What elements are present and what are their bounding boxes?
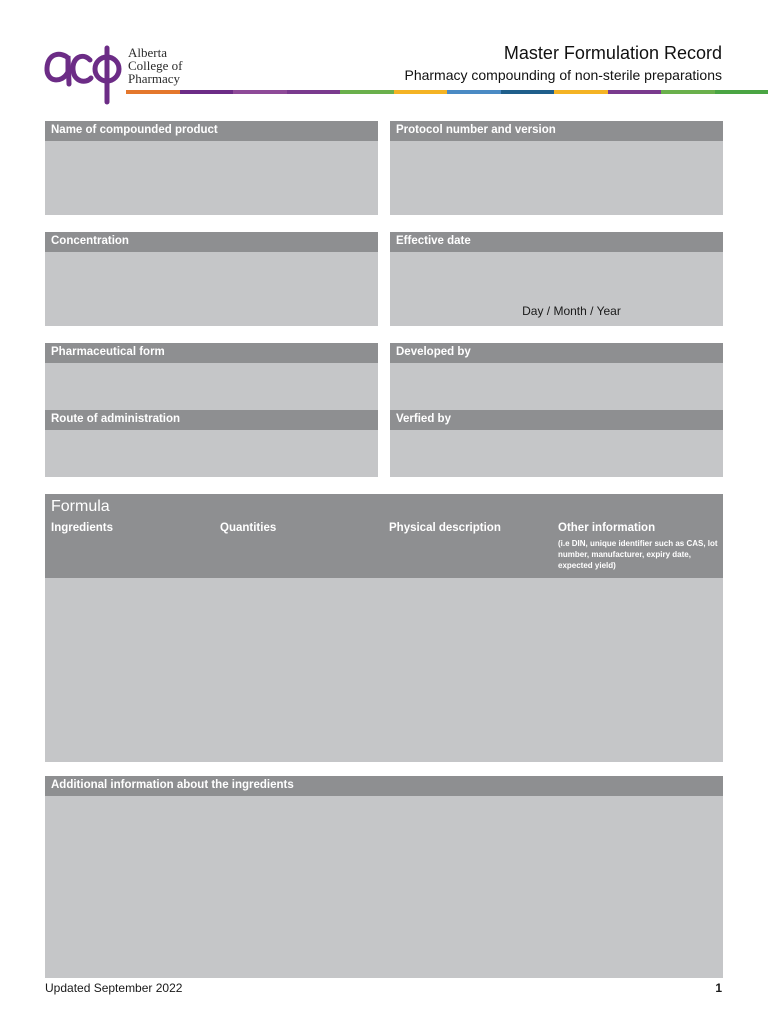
pharmaceutical-form-label: Pharmaceutical form — [45, 343, 378, 363]
brand-color-segment — [180, 90, 234, 94]
column-other-information: Other information — [558, 522, 656, 534]
formula-header — [45, 494, 723, 578]
protocol-field[interactable] — [390, 121, 723, 215]
column-quantities: Quantities — [220, 522, 277, 534]
column-ingredients: Ingredients — [51, 522, 113, 534]
additional-info-label: Additional information about the ingredients — [45, 776, 723, 796]
acp-logo — [44, 40, 204, 108]
brand-color-segment — [501, 90, 555, 94]
brand-color-segment — [394, 90, 448, 94]
other-information-note: (i.e DIN, unique identifier such as CAS, lot number, manufacturer, expiry date, expected yield) — [558, 539, 718, 570]
brand-color-segment — [340, 90, 394, 94]
logo-line-1: Alberta — [128, 45, 167, 60]
route-field[interactable] — [45, 410, 378, 477]
brand-color-segment — [661, 90, 715, 94]
formula-section[interactable] — [45, 494, 723, 762]
logo-line-3: Pharmacy — [128, 71, 180, 86]
date-format-hint: Day / Month / Year — [522, 304, 621, 318]
verified-by-field[interactable] — [390, 410, 723, 477]
concentration-field[interactable] — [45, 232, 378, 326]
footer-updated: Updated September 2022 — [45, 981, 183, 995]
brand-color-segment — [554, 90, 608, 94]
name-of-product-field[interactable] — [45, 121, 378, 215]
brand-color-segment — [233, 90, 287, 94]
developed-by-field[interactable] — [390, 343, 723, 410]
acp-logo-mark — [44, 40, 124, 108]
effective-date-label: Effective date — [390, 232, 723, 252]
developed-by-label: Developed by — [390, 343, 723, 363]
logo-text — [128, 46, 183, 85]
brand-color-segment — [126, 90, 180, 94]
brand-color-bar — [126, 90, 768, 94]
column-physical-description: Physical description — [389, 522, 501, 534]
protocol-label: Protocol number and version — [390, 121, 723, 141]
additional-info-field[interactable] — [45, 776, 723, 978]
page-subtitle: Pharmacy compounding of non-sterile preparations — [404, 67, 722, 83]
page-number: 1 — [715, 981, 722, 995]
verified-by-label: Verfied by — [390, 410, 723, 430]
logo-line-2: College of — [128, 58, 183, 73]
formula-title: Formula — [51, 498, 110, 515]
page-title: Master Formulation Record — [503, 43, 722, 63]
brand-color-segment — [287, 90, 341, 94]
concentration-label: Concentration — [45, 232, 378, 252]
effective-date-field[interactable] — [390, 232, 723, 326]
route-label: Route of administration — [45, 410, 378, 430]
brand-color-segment — [447, 90, 501, 94]
brand-color-segment — [715, 90, 768, 94]
pharmaceutical-form-field[interactable] — [45, 343, 378, 410]
brand-color-segment — [608, 90, 662, 94]
name-of-product-label: Name of compounded product — [45, 121, 378, 141]
